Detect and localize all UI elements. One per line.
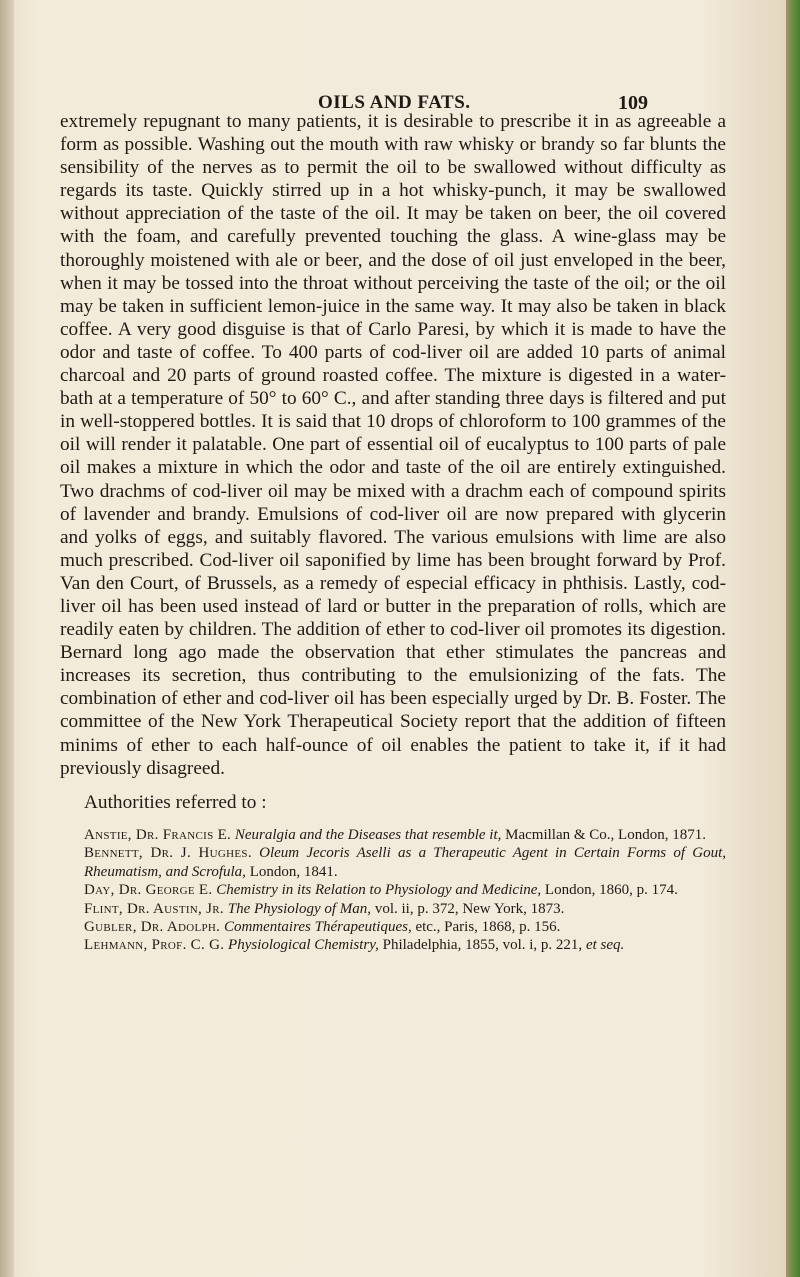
reference-author: Anstie, Dr. Francis E. xyxy=(84,827,232,843)
reference-title: Physiological Chemistry, xyxy=(228,937,379,954)
reference-title: Commentaires Thérapeutiques, xyxy=(223,919,412,936)
reference-details: etc., Paris, 1868, p. 156. xyxy=(411,919,561,936)
reference-item xyxy=(60,844,726,881)
reference-author: Lehmann, Prof. C. G. xyxy=(84,937,225,954)
reference-title: Neuralgia and the Diseases that resemble it, xyxy=(234,827,502,843)
body-paragraph: extremely repugnant to many patients, it is desirable to prescribe it in as agreeable a form as possible. Washing out the mouth with raw whisky or brandy so far blunts the sensibility of the nerves as to permit the oil to be swallowed without difficulty as regards its taste. Quickly stirred up in a hot whisky-punch, it may be swallowed without appreciation of the taste of the oil. It may be taken on beer, the oil covered with the foam, and carefully prevented touching the glass. A wine-glass may be thoroughly moistened with ale or beer, and the dose of oil just enveloped in the beer, when it may be tossed into the throat without perceiving the taste of the oil; or the oil may be taken in sufficient lemon-juice in the same way. It may also be taken in black coffee. A very good disguise is that of Carlo Paresi, by which it is made to have the odor and taste of coffee. To 400 parts of cod-liver oil are added 10 parts of animal charcoal and 20 parts of ground roasted coffee. The mixture is digested in a water-bath at a temperature of 50° to 60° C., and after standing three days is filtered and put in well-stoppered bottles. It is said that 10 drops of chloroform to 100 grammes of the oil will render it palatable. One part of essential oil of eucalyptus to 100 parts of pale oil makes a mixture in which the odor and taste of the oil are entirely extinguished. Two drachms of cod-liver oil may be mixed with a drachm each of compound spirits of lavender and brandy. Emulsions of cod-liver oil are now prepared with glycerin and yolks of eggs, and suitably flavored. The various emulsions with lime are also much prescribed. Cod-liver oil saponified by lime has been brought forward by Prof. Van den Court, of Brussels, as a remedy of especial efficacy in phthisis. Lastly, cod-liver oil has been used instead of lard or butter in the preparation of rolls, which are readily eaten by children. The addition of ether to cod-liver oil promotes its digestion. Bernard long ago made the observation that ether stimulates the pancreas and increases its secretion, thus contributing to the emulsionizing of the fats. The combination of ether and cod-liver oil has been especially urged by Dr. B. Foster. The committee of the New York Therapeutical Society report that the addition of fifteen minims of ether to each half-ounce of oil enables the patient to take it, if it had previously disagreed. xyxy=(60,111,726,779)
reference-title: Chemistry in its Relation to Physiology and Medicine, xyxy=(216,882,542,899)
reference-item xyxy=(60,881,726,899)
reference-item xyxy=(60,900,726,918)
reference-item xyxy=(60,826,726,844)
reference-author: Gubler, Dr. Adolph. xyxy=(84,919,221,936)
page-gutter-shadow xyxy=(0,0,14,1277)
reference-author: Flint, Dr. Austin, Jr. xyxy=(84,900,224,917)
reference-details: Macmillan & Co., London, 1871. xyxy=(501,827,706,843)
reference-details: Philadelphia, 1855, vol. i, p. 221, xyxy=(378,937,583,954)
reference-author: Bennett, Dr. J. Hughes. xyxy=(84,845,252,862)
reference-details: London, 1841. xyxy=(245,863,338,880)
reference-author: Day, Dr. George E. xyxy=(84,882,213,899)
reference-list xyxy=(84,826,726,955)
reference-item xyxy=(60,936,726,954)
reference-details: vol. ii, p. 372, New York, 1873. xyxy=(371,900,565,917)
page-number: 109 xyxy=(618,92,648,114)
page-edge-binding xyxy=(786,0,800,1277)
reference-item xyxy=(60,918,726,936)
reference-title: The Physiology of Man, xyxy=(227,900,372,917)
reference-details: London, 1860, p. 174. xyxy=(541,882,678,899)
reference-title: Oleum Jecoris Aselli as a Therapeutic Agent in Certain Forms of Gout, Rheumatism, and Scrofula, xyxy=(84,845,726,880)
authorities-heading: Authorities referred to : xyxy=(84,792,267,813)
reference-tail: et seq. xyxy=(585,937,625,954)
running-head: OILS AND FATS. xyxy=(318,92,471,113)
